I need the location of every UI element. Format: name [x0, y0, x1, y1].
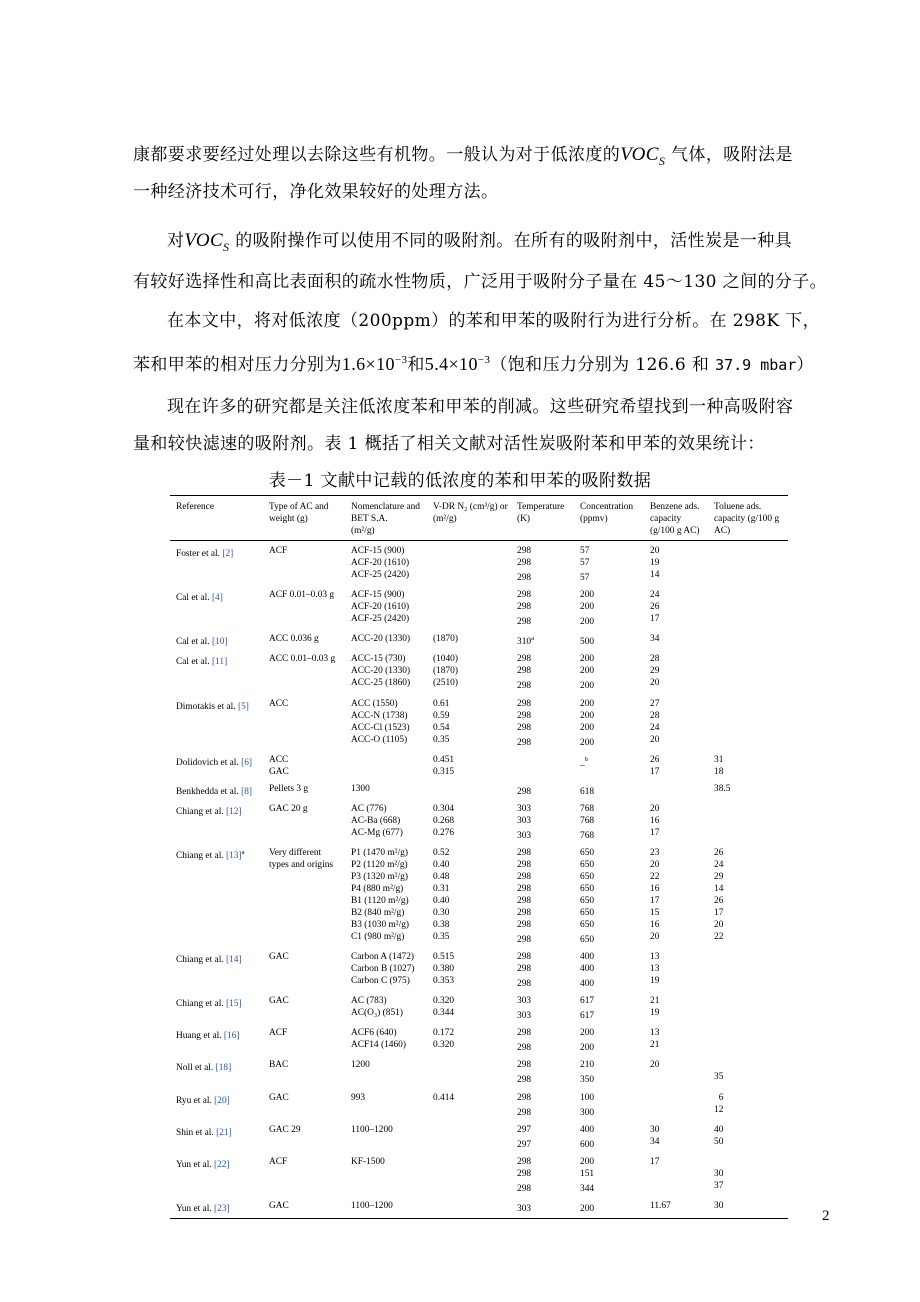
reference-author: Noll et al.	[176, 1063, 214, 1074]
cell-toluene: 40 50	[714, 1124, 724, 1147]
cell-value: 298	[517, 786, 532, 797]
reference-number-link[interactable]: [22]	[214, 1159, 230, 1170]
table-row	[170, 1123, 788, 1155]
reference-number-link[interactable]: [20]	[214, 1095, 230, 1106]
cell-value: 298 298	[517, 1092, 532, 1118]
cell-value: 298 298 298	[517, 654, 532, 692]
footnote-mark: b	[584, 755, 588, 763]
table-row	[170, 753, 788, 782]
header-nomenclature	[345, 496, 427, 541]
cell-temperature	[511, 632, 574, 652]
text: 现在许多的研究都是关注低浓度苯和甲苯的削减。这些研究希望找到一种高吸附容	[167, 397, 794, 417]
cell-benzene: 23 20 22 16 17 15 16 20	[650, 847, 660, 942]
cell-toluene	[708, 632, 788, 652]
cell-type: ACC GAC	[269, 754, 289, 777]
cell-concentration	[574, 782, 644, 802]
reference-author: Foster et al.	[176, 549, 221, 560]
cell-toluene	[708, 994, 788, 1026]
cell-concentration	[574, 1123, 644, 1155]
cell-nomenclature: ACF-15 (900) ACF-20 (1610) ACF-25 (2420)	[351, 590, 410, 625]
cell-concentration	[574, 632, 644, 652]
cell-value: 298 298	[517, 1060, 532, 1086]
cell-reference	[170, 950, 263, 994]
cell-temperature	[511, 1199, 574, 1219]
cell-nomenclature: P1 (1470 m²/g) P2 (1120 m²/g) P3 (1320 m²/g) P4 (880 m²/g) B1 (1120 m²/g) B2 (840 m²/g) B3 (1030 m²/g) C1 (980 m²/g)	[351, 847, 410, 942]
cell-vdr: 0.414	[433, 1092, 455, 1103]
table-row	[170, 1155, 788, 1199]
text: ）	[796, 355, 814, 375]
cell-value: 303 303	[517, 996, 532, 1022]
reference-author: Benkhedda et al.	[176, 786, 239, 797]
reference-author: Chiang et al.	[176, 806, 224, 817]
table-row	[170, 994, 788, 1026]
voc-term	[184, 230, 230, 254]
cell-value: 303	[517, 1204, 532, 1214]
cell-toluene: 38.5	[714, 783, 731, 794]
cell-nomenclature: Carbon A (1472) Carbon B (1027) Carbon C (975)	[351, 952, 415, 986]
text: 康都要求要经过处理以去除这些有机物。一般认为对于低浓度的	[133, 145, 621, 165]
table-body	[170, 541, 788, 1219]
cell-value: _	[580, 757, 585, 768]
cell-temperature	[511, 588, 574, 632]
cell-type: ACC	[269, 698, 289, 709]
reference-number-link[interactable]: [16]	[223, 1031, 240, 1042]
table-row	[170, 1026, 788, 1058]
cell-reference	[170, 632, 263, 652]
cell-temperature	[511, 994, 574, 1026]
voc-text: VOC	[620, 144, 659, 165]
cell-toluene: 30 37	[714, 1168, 724, 1191]
reference-number-link[interactable]: [13]	[226, 851, 242, 861]
cell-value: 303 303 303	[517, 803, 532, 841]
cell-value: 298 298 298	[517, 546, 532, 584]
cell-nomenclature: 1100–1200	[351, 1124, 393, 1135]
table-row	[170, 697, 788, 753]
paragraph-2-line-1	[167, 231, 827, 257]
paragraph-2-line-2	[133, 272, 828, 292]
cell-toluene	[708, 1026, 788, 1058]
cell-concentration	[574, 950, 644, 994]
cell-value: 400 600	[580, 1124, 595, 1150]
cell-benzene: 27 28 24 20	[650, 698, 660, 745]
cell-toluene: 6 12	[714, 1092, 724, 1115]
cell-nomenclature: 1200	[351, 1060, 370, 1071]
cell-nomenclature: 993	[351, 1092, 366, 1103]
page-number: 2	[822, 1208, 830, 1224]
cell-value: 297 297	[517, 1124, 532, 1150]
cell-benzene: 21 19	[650, 996, 660, 1019]
cell-concentration	[574, 994, 644, 1026]
cell-type: GAC	[269, 952, 289, 962]
cell-reference	[170, 1091, 263, 1123]
cell-benzene	[644, 1091, 708, 1123]
reference-number-link[interactable]: [8]	[241, 786, 253, 797]
cell-benzene: 34	[650, 634, 660, 645]
cell-temperature	[511, 1026, 574, 1058]
cell-reference	[170, 846, 263, 950]
header-vdr: V-DR N₂ (cm³/g) or (m²/g)	[427, 496, 511, 541]
cell-temperature	[511, 1155, 574, 1199]
cell-concentration	[574, 1026, 644, 1058]
cell-type: Very different types and origins	[269, 847, 334, 870]
mono-text: 37.9 mbar	[715, 356, 797, 374]
cell-toluene: 30	[708, 1199, 788, 1219]
cell-concentration	[574, 697, 644, 753]
reference-author: Ryu et al.	[176, 1095, 212, 1106]
cell-value: 500	[580, 637, 595, 648]
cell-value: 200	[580, 1204, 595, 1214]
cell-reference	[170, 588, 263, 632]
relative-pressure-toluene	[425, 354, 491, 374]
cell-benzene: 13 13 19	[650, 952, 660, 986]
header-temperature: Temperature (K)	[511, 496, 574, 541]
paragraph-3-line-2	[133, 350, 814, 375]
cell-type: ACF	[269, 1028, 288, 1039]
math-value: 1.6×10	[341, 354, 395, 374]
paragraph-4-line-2	[133, 434, 793, 454]
cell-benzene: 20 19 14	[650, 546, 660, 580]
cell-value: 618	[580, 786, 595, 797]
paragraph-4-line-1	[167, 397, 827, 417]
cell-type: GAC 29	[269, 1124, 301, 1135]
relative-pressure-benzene	[342, 354, 408, 374]
cell-benzene: 20	[650, 1060, 660, 1071]
cell-value: 298 298 298	[517, 952, 532, 990]
table-row	[170, 588, 788, 632]
cell-nomenclature: ACC-15 (730) ACC-20 (1330) ACC-25 (1860)	[351, 654, 411, 689]
header-toluene: Toluene ads. capacity (g/100 g AC)	[708, 496, 788, 541]
header-reference: Reference	[170, 496, 263, 541]
reference-author: Huang et al.	[176, 1031, 222, 1042]
paragraph-1-line-2	[133, 182, 793, 202]
cell-toluene	[708, 652, 788, 696]
cell-temperature	[511, 950, 574, 994]
cell-reference	[170, 1123, 263, 1155]
cell-concentration	[574, 846, 644, 950]
text: 对	[167, 231, 185, 251]
cell-benzene: 26 17	[650, 754, 660, 777]
cell-reference	[170, 1155, 263, 1199]
cell-nomenclature	[345, 753, 427, 782]
cell-value: 650 650 650 650 650 650 650 650	[580, 847, 595, 945]
cell-concentration	[574, 1058, 644, 1090]
cell-nomenclature: ACC (1550) ACC-N (1738) ACC-Cl (1523) ACC-O (1105)	[351, 698, 410, 745]
cell-reference	[170, 541, 263, 589]
cell-vdr: 0.320 0.344	[433, 996, 455, 1019]
cell-temperature	[511, 1123, 574, 1155]
math-value: 5.4×10	[424, 354, 478, 374]
cell-vdr	[427, 1058, 511, 1090]
cell-temperature	[511, 697, 574, 753]
table-row	[170, 1199, 788, 1219]
cell-type: GAC 20 g	[269, 803, 308, 814]
footnote-mark: a	[531, 635, 534, 643]
cell-toluene	[708, 541, 788, 589]
reference-author: Chiang et al.	[176, 999, 224, 1010]
cell-reference	[170, 1199, 263, 1219]
cell-benzene: 17	[650, 1156, 660, 1167]
reference-author: Chiang et al.	[176, 851, 224, 861]
cell-reference	[170, 753, 263, 782]
reference-author: Shin et al.	[176, 1127, 214, 1138]
reference-number-link[interactable]: [23]	[214, 1204, 230, 1214]
cell-type: ACC 0.01–0.03 g	[269, 654, 336, 665]
cell-nomenclature: AC (776) AC-Ba (668) AC-Mg (677)	[351, 803, 403, 838]
math-exponent: −3	[394, 354, 408, 366]
table-row	[170, 802, 788, 846]
cell-reference	[170, 782, 263, 802]
cell-nomenclature: AC (783) AC(O₃) (851)	[351, 996, 403, 1019]
cell-vdr: (1040) (1870) (2510)	[433, 654, 458, 689]
cell-value: 298 298 298 298	[517, 698, 532, 748]
table-row	[170, 541, 788, 589]
cell-benzene	[644, 782, 708, 802]
reference-number-link[interactable]: [11]	[211, 657, 228, 668]
cell-vdr: 0.515 0.380 0.353	[433, 952, 455, 986]
paragraph-3-line-1	[167, 311, 827, 331]
voc-term	[620, 144, 666, 168]
table-row	[170, 1058, 788, 1090]
reference-number-link[interactable]: [14]	[226, 955, 242, 966]
table-row	[170, 632, 788, 652]
cell-nomenclature: ACC-20 (1330)	[351, 634, 411, 645]
cell-concentration	[574, 753, 644, 782]
cell-value: 200 200 200 200	[580, 698, 595, 748]
cell-temperature	[511, 1058, 574, 1090]
cell-type: Pellets 3 g	[269, 783, 309, 794]
cell-value: 617 617	[580, 996, 595, 1022]
cell-benzene: 13 21	[650, 1028, 660, 1051]
cell-nomenclature: ACF6 (640) ACF14 (1460)	[351, 1028, 406, 1051]
cell-temperature	[511, 753, 574, 782]
cell-value: 298 298 298 298 298 298 298 298	[517, 847, 532, 945]
cell-temperature	[511, 541, 574, 589]
text: 的吸附操作可以使用不同的吸附剂。在所有的吸附剂中，活性炭是一种具	[229, 231, 793, 251]
cell-benzene: 11.67	[644, 1199, 708, 1219]
cell-toluene	[708, 802, 788, 846]
text: 苯和甲苯的相对压力分别为	[133, 355, 342, 375]
cell-nomenclature: ACF-15 (900) ACF-20 (1610) ACF-25 (2420)	[351, 546, 410, 580]
reference-number-link[interactable]: [21]	[216, 1127, 232, 1138]
reference-author: Yun et al.	[176, 1159, 212, 1170]
table-row	[170, 950, 788, 994]
reference-author: Dolidovich et al.	[176, 757, 239, 768]
reference-author: Cal et al.	[176, 637, 210, 648]
header-nomenclature-unit: (m²/g)	[351, 526, 375, 536]
voc-subscript: S	[223, 239, 230, 254]
cell-vdr	[427, 1123, 511, 1155]
header-type: Type of AC and weight (g)	[263, 496, 345, 541]
text: 气体，吸附法是	[665, 145, 793, 165]
cell-value: 210 350	[580, 1060, 595, 1086]
cell-benzene: 28 29 20	[650, 654, 660, 689]
reference-number-link[interactable]: [18]	[215, 1063, 232, 1074]
header-concentration: Concentration (ppmv)	[574, 496, 644, 541]
reference-number-link[interactable]: [12]	[226, 806, 242, 817]
cell-reference	[170, 1058, 263, 1090]
cell-temperature	[511, 846, 574, 950]
cell-type: ACF 0.01–0.03 g	[269, 590, 335, 601]
cell-type: GAC	[269, 1092, 289, 1103]
text: （饱和压力分别为 126.6 和	[490, 355, 716, 375]
table-row	[170, 846, 788, 950]
cell-benzene: 20 16 17	[650, 803, 660, 838]
cell-vdr	[427, 782, 511, 802]
cell-concentration	[574, 1199, 644, 1219]
cell-type: GAC	[269, 996, 289, 1007]
cell-type: GAC	[263, 1199, 345, 1219]
cell-value: 298 298 298	[517, 1156, 532, 1194]
reference-author: Dimotakis et al.	[176, 701, 236, 712]
cell-type: ACF	[269, 1156, 288, 1167]
cell-vdr	[427, 1199, 511, 1219]
text: 一种经济技术可行，净化效果较好的处理方法。	[133, 182, 499, 202]
reference-author: Chiang et al.	[176, 955, 224, 966]
cell-benzene: 30 34	[650, 1124, 660, 1147]
cell-type: ACF	[269, 546, 288, 556]
cell-vdr: (1870)	[433, 634, 458, 645]
cell-nomenclature: 1100–1200	[345, 1199, 427, 1219]
cell-value: 200 200 200	[580, 590, 595, 628]
reference-number-link[interactable]: [10]	[211, 637, 228, 648]
reference-author: Yun et al.	[176, 1204, 212, 1214]
reference-number-link[interactable]: [5]	[237, 701, 249, 712]
cell-concentration	[574, 541, 644, 589]
cell-type: BAC	[269, 1060, 289, 1071]
cell-value: 310	[517, 637, 532, 648]
cell-vdr	[427, 1155, 511, 1199]
voc-text: VOC	[184, 230, 224, 251]
table-header-row	[170, 496, 788, 541]
cell-nomenclature: KF-1500	[351, 1156, 385, 1167]
cell-concentration	[574, 1091, 644, 1123]
table-caption: 表－1 文献中记载的低浓度的苯和甲苯的吸附数据	[268, 471, 652, 491]
voc-subscript: S	[658, 153, 666, 168]
text: 有较好选择性和高比表面积的疏水性物质，广泛用于吸附分子量在 45～130 之间的分子。	[133, 272, 828, 292]
cell-vdr: 0.52 0.40 0.48 0.31 0.40 0.30 0.38 0.35	[433, 847, 450, 942]
cell-temperature	[511, 652, 574, 696]
cell-type: ACC 0.036 g	[269, 634, 319, 645]
cell-reference	[170, 994, 263, 1026]
cell-value: 400 400 400	[580, 952, 595, 990]
cell-toluene: 31 18	[714, 754, 724, 777]
adsorption-data-table	[170, 495, 788, 1219]
table-row	[170, 1091, 788, 1123]
cell-temperature	[511, 1091, 574, 1123]
cell-concentration	[574, 588, 644, 632]
cell-value: 200 200	[580, 1028, 595, 1054]
header-benzene: Benzene ads. capacity (g/100 g AC)	[644, 496, 708, 541]
cell-temperature	[511, 782, 574, 802]
cell-toluene	[708, 588, 788, 632]
paragraph-1-line-1	[133, 145, 793, 171]
cell-concentration	[574, 802, 644, 846]
reference-number-link[interactable]: [4]	[211, 593, 223, 604]
cell-vdr: 0.304 0.268 0.276	[433, 803, 455, 838]
cell-vdr: 0.172 0.320	[433, 1028, 455, 1051]
cell-reference	[170, 697, 263, 753]
math-exponent: −3	[477, 354, 491, 366]
cell-value: 200 151 344	[580, 1156, 595, 1194]
cell-reference	[170, 802, 263, 846]
footnote-mark: a	[241, 848, 245, 856]
cell-value: 200 200 200	[580, 654, 595, 692]
cell-value: 298 298	[517, 1028, 532, 1054]
cell-vdr: 0.61 0.59 0.54 0.35	[433, 698, 450, 745]
cell-vdr: 0.451 0.315	[433, 754, 455, 777]
cell-toluene	[708, 950, 788, 994]
reference-author: Cal et al.	[176, 593, 210, 604]
header-nomenclature-text: Nomenclature and BET S.A.	[351, 502, 420, 524]
table-row	[170, 782, 788, 802]
cell-concentration	[574, 1155, 644, 1199]
cell-nomenclature: 1300	[351, 783, 370, 794]
text: 和	[407, 355, 425, 375]
reference-number-link[interactable]: [2]	[222, 549, 234, 560]
cell-benzene: 24 26 17	[650, 590, 660, 625]
cell-toluene: 35	[714, 1072, 724, 1083]
cell-value: 57 57 57	[580, 546, 590, 584]
cell-reference	[170, 1026, 263, 1058]
reference-number-link[interactable]: [6]	[241, 757, 253, 768]
cell-toluene: 26 24 29 14 26 17 20 22	[714, 847, 724, 942]
table-row	[170, 652, 788, 696]
cell-value: 100 300	[580, 1092, 595, 1118]
cell-vdr	[427, 541, 511, 589]
cell-vdr	[427, 588, 511, 632]
cell-concentration	[574, 652, 644, 696]
text: 在本文中，将对低浓度（200ppm）的苯和甲苯的吸附行为进行分析。在 298K 下，	[167, 311, 821, 331]
cell-reference	[170, 652, 263, 696]
text: 量和较快滤速的吸附剂。表 1 概括了相关文献对活性炭吸附苯和甲苯的效果统计：	[133, 434, 765, 454]
reference-number-link[interactable]: [15]	[226, 999, 242, 1010]
cell-value: 298 298 298	[517, 590, 532, 628]
cell-toluene	[708, 697, 788, 753]
cell-temperature	[511, 802, 574, 846]
reference-author: Cal et al.	[176, 657, 210, 668]
cell-value: 768 768 768	[580, 803, 595, 841]
